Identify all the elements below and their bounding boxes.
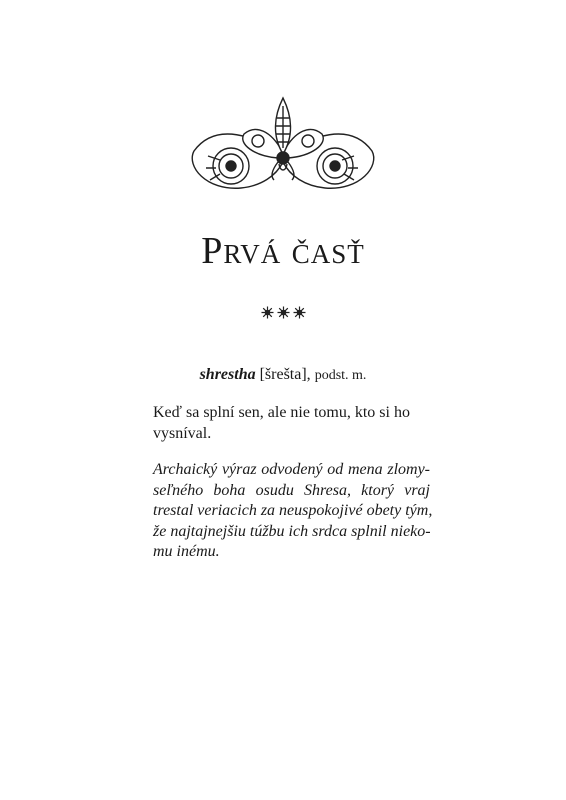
snowflake-asterisk-icon (277, 306, 290, 319)
snowflake-asterisk-icon (293, 306, 306, 319)
etymology-line: trestal veriacich za neuspokojivé obety tým, (153, 502, 433, 519)
etymology-line: Archaický výraz odvodený od mena zlomy- (153, 461, 430, 478)
headword: shrestha (199, 366, 256, 383)
moth-illustration-icon (186, 96, 380, 196)
etymology-line: seľného boha osudu Shresa, ktorý vraj (153, 481, 430, 499)
definition-text: Keď sa splní sen, ale nie tomu, kto si ho vysníval. (153, 404, 410, 442)
section-ornaments (0, 306, 566, 319)
etymology-text (153, 460, 433, 563)
pronunciation: [šrešta], (259, 366, 311, 383)
snowflake-asterisk-icon (261, 306, 274, 319)
dictionary-entry (0, 364, 566, 387)
etymology-line: že najtajnejšiu túžbu ich srdca splnil nieko- (153, 522, 431, 540)
chapter-title: Prvá časť (201, 230, 365, 272)
etymology-line: mu inému. (153, 543, 220, 560)
part-of-speech: podst. m. (314, 368, 367, 383)
